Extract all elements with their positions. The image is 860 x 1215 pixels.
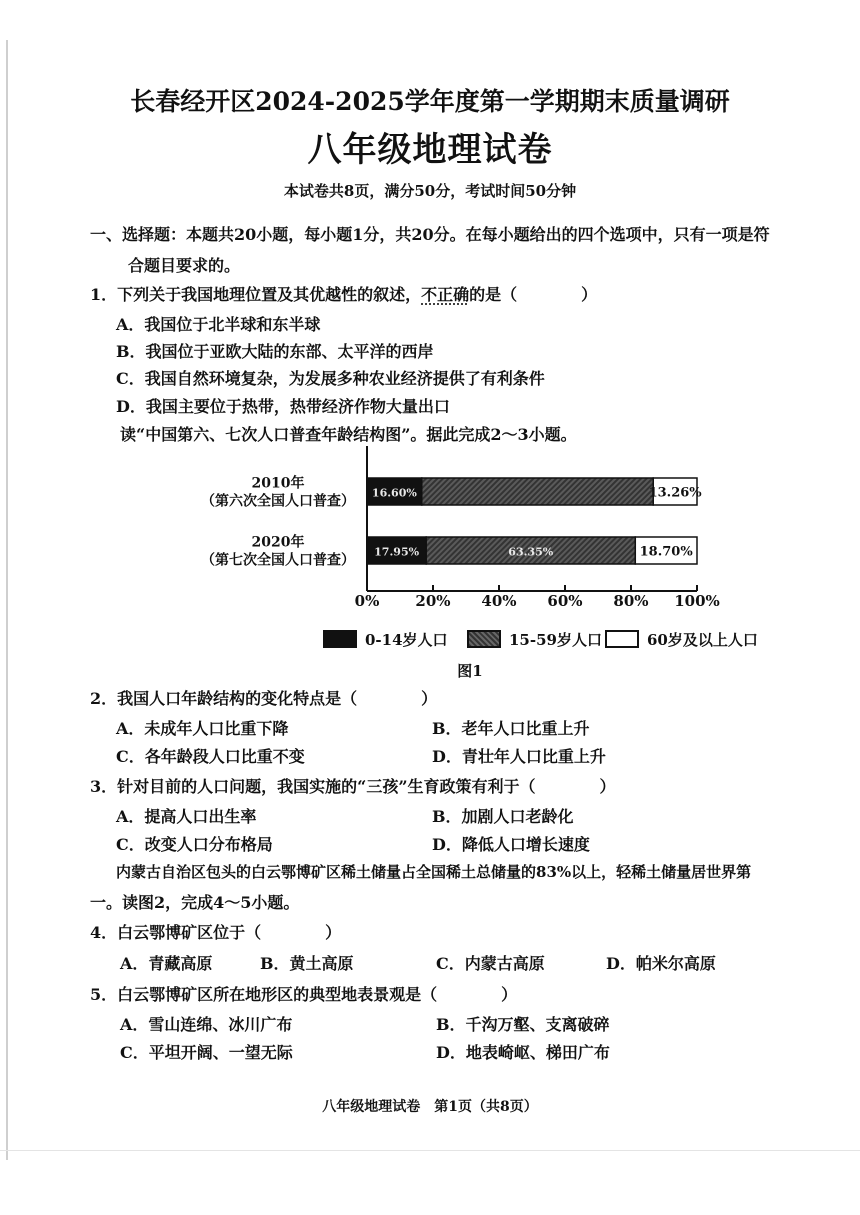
question-5-stem: 5．白云鄂博矿区所在地形区的典型地表景观是（ ） bbox=[90, 985, 518, 1004]
q3-option-a: A．提高人口出生率 bbox=[116, 807, 257, 826]
question-4-stem: 4．白云鄂博矿区位于（ ） bbox=[90, 923, 342, 942]
chart-category-label-1-1: （第七次全国人口普查） bbox=[201, 552, 355, 569]
legend-swatch-white bbox=[605, 630, 639, 648]
q3-option-b: B．加剧人口老龄化 bbox=[432, 807, 574, 826]
chart-x-tick-label-2: 40% bbox=[481, 592, 517, 610]
question-2-stem: 2．我国人口年龄结构的变化特点是（ ） bbox=[90, 689, 438, 708]
legend-label-0-14: 0-14岁人口 bbox=[365, 630, 448, 649]
q5-option-a: A．雪山连绵、冰川广布 bbox=[120, 1015, 293, 1034]
exam-title: 长春经开区2024-2025学年度第一学期期末质量调研 bbox=[130, 87, 730, 116]
legend-item-60-plus bbox=[605, 628, 758, 650]
q1-stem-after: 的是（ ） bbox=[469, 285, 598, 304]
chart-data-label-0-2: 13.26% bbox=[648, 485, 702, 501]
chart-bar-0-1 bbox=[422, 478, 653, 505]
q5-option-d: D．地表崎岖、梯田广布 bbox=[436, 1043, 610, 1062]
page-bottom-line bbox=[0, 1150, 860, 1151]
population-age-structure-chart bbox=[180, 446, 740, 616]
q1-option-b: B．我国位于亚欧大陆的东部、太平洋的西岸 bbox=[116, 342, 434, 361]
question-1-stem bbox=[90, 282, 597, 305]
q1-option-d: D．我国主要位于热带，热带经济作物大量出口 bbox=[116, 397, 450, 416]
q1-option-a: A．我国位于北半球和东半球 bbox=[116, 315, 321, 334]
page-footer: 八年级地理试卷 第1页（共8页） bbox=[322, 1099, 538, 1115]
exam-info: 本试卷共8页，满分50分，考试时间50分钟 bbox=[283, 182, 577, 200]
reading-instruction-2-line2: 一。读图2，完成4～5小题。 bbox=[90, 893, 300, 912]
reading-instruction-1: 读“中国第六、七次人口普查年龄结构图”。据此完成2～3小题。 bbox=[120, 425, 577, 444]
chart-category-label-1-0: 2020年 bbox=[251, 534, 305, 551]
chart-x-tick-label-5: 100% bbox=[674, 592, 720, 610]
legend-swatch-mid bbox=[467, 630, 501, 648]
q3-option-d: D．降低人口增长速度 bbox=[432, 835, 590, 854]
chart-data-label-1-0: 17.95% bbox=[374, 545, 420, 559]
q4-option-b: B．黄土高原 bbox=[260, 954, 354, 973]
q3-option-c: C．改变人口分布格局 bbox=[116, 835, 273, 854]
section1-instruction-line1: 一、选择题：本题共20小题，每小题1分，共20分。在每小题给出的四个选项中，只有一项是符 bbox=[90, 225, 770, 244]
chart-category-label-0-1: （第六次全国人口普查） bbox=[201, 493, 355, 510]
legend-label-60-plus: 60岁及以上人口 bbox=[647, 630, 758, 649]
q1-stem-before: 1．下列关于我国地理位置及其优越性的叙述， bbox=[90, 285, 422, 304]
legend-swatch-dark bbox=[323, 630, 357, 648]
chart-x-tick-label-4: 80% bbox=[613, 592, 649, 610]
q2-option-b: B．老年人口比重上升 bbox=[432, 719, 590, 738]
q1-stem-emphasis: 不正确 bbox=[421, 285, 470, 304]
chart-data-label-1-2: 18.70% bbox=[639, 544, 693, 560]
scan-edge-line bbox=[6, 40, 8, 1160]
reading-instruction-2-line1: 内蒙古自治区包头的白云鄂博矿区稀土储量占全国稀土总储量的83%以上，轻稀土储量居世界第 bbox=[116, 863, 752, 881]
chart-x-tick-label-3: 60% bbox=[547, 592, 583, 610]
q4-option-d: D．帕米尔高原 bbox=[606, 954, 716, 973]
chart-x-tick-label-1: 20% bbox=[415, 592, 451, 610]
q1-option-c: C．我国自然环境复杂，为发展多种农业经济提供了有利条件 bbox=[116, 369, 545, 388]
exam-subject-title: 八年级地理试卷 bbox=[307, 130, 553, 170]
question-3-stem: 3．针对目前的人口问题，我国实施的“三孩”生育政策有利于（ ） bbox=[90, 777, 616, 796]
q2-option-d: D．青壮年人口比重上升 bbox=[432, 747, 606, 766]
legend-item-15-59 bbox=[467, 628, 602, 650]
legend-item-0-14 bbox=[323, 628, 448, 650]
legend-label-15-59: 15-59岁人口 bbox=[509, 630, 602, 649]
chart-data-label-1-1: 63.35% bbox=[508, 545, 554, 559]
q5-option-c: C．平坦开阔、一望无际 bbox=[120, 1043, 293, 1062]
chart-x-tick-label-0: 0% bbox=[354, 592, 380, 610]
q4-option-a: A．青藏高原 bbox=[120, 954, 213, 973]
chart-category-label-0-0: 2010年 bbox=[251, 475, 305, 492]
section1-instruction-line2: 合题目要求的。 bbox=[128, 256, 241, 275]
q4-option-c: C．内蒙古高原 bbox=[436, 954, 545, 973]
q2-option-a: A．未成年人口比重下降 bbox=[116, 719, 289, 738]
q2-option-c: C．各年龄段人口比重不变 bbox=[116, 747, 305, 766]
chart-data-label-0-0: 16.60% bbox=[371, 486, 417, 500]
figure-1-caption: 图1 bbox=[457, 662, 483, 680]
q5-option-b: B．千沟万壑、支离破碎 bbox=[436, 1015, 610, 1034]
